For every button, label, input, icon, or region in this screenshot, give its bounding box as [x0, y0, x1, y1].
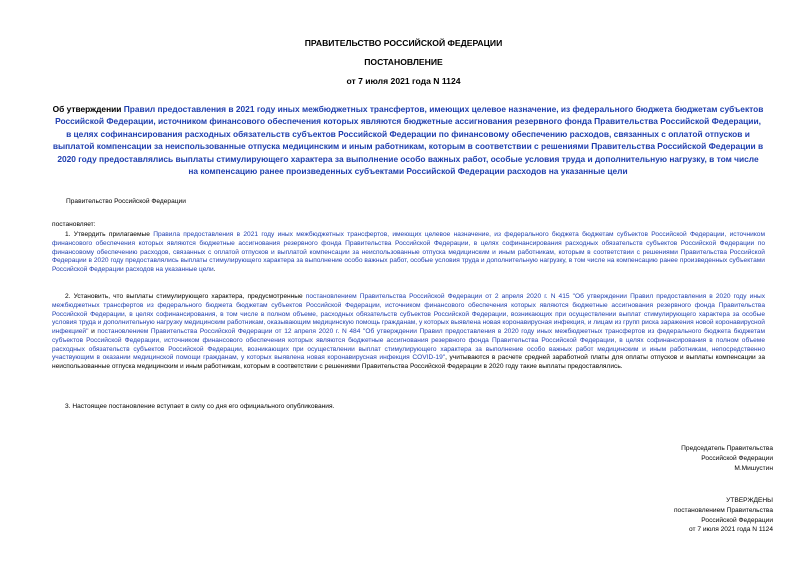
decree-word: постановляет: [52, 221, 96, 228]
paragraph-1 [52, 231, 765, 275]
approved-line-4: от 7 июля 2021 года N 1124 [688, 526, 773, 534]
government-heading: ПРАВИТЕЛЬСТВО РОССИЙСКОЙ ФЕДЕРАЦИИ [304, 38, 503, 48]
decree-415-link[interactable]: постановлением Правительства Российской Федерации от 2 апреля 2020 г. N 415 "Об утверждении Правил предоставления в 2020 году иных межбюджетных трансфертов из федерального бюджета бюджетам субъектов Российской Федерации, источником финансового обеспечения которых являются бюджетные ассигнования резервного фонда Правительства Российской Федерации, в целях софинансирования, в том числе в полном объеме, расходных обязательств субъектов Российской Федерации, возникающих при осуществлении выплат стимулирующего характера за особые условия труда и дополнительную нагрузку медицинским работникам, оказывающим медицинскую помощь гражданам, у которых выявлена новая коронавирусная инфекция, и лицам из групп риска заражения новой коронавирусной инфекцией" [52, 293, 766, 335]
signature-line-1: Председатель Правительства [681, 445, 773, 452]
title-prefix: Об утверждении [52, 104, 124, 114]
paragraph-2-part-b: и [88, 328, 98, 335]
approved-line-1: УТВЕРЖДЕНЫ [726, 497, 773, 504]
paragraph-2 [52, 293, 765, 372]
paragraph-1-rules-link[interactable]: Правила предоставления в 2021 году иных межбюджетных трансфертов, имеющих целевое назначение, из федерального бюджета бюджетам субъектов Российской Федерации, источником финансового обеспечения которых являются бюджетные ассигнования резервного фонда Правительства Российской Федерации, в целях софинансирования расходных обязательств субъектов Российской Федерации по финансовому обеспечению расходов, связанных с оплатой отпусков и выплатой компенсации за неиспользованные отпуска медицинским и иным работникам, которым в соответствии с решениями Правительства Российской Федерации в 2020 году предоставлялись выплаты стимулирующего характера за выполнение особо важных работ, особые условия труда и дополнительную нагрузку, в том числе на компенсацию ранее произведенных субъектами Российской Федерации расходов на указанные цели [52, 231, 765, 273]
paragraph-3: 3. Настоящее постановление вступает в силу со дня его официального опубликования. [65, 403, 335, 410]
approved-block [674, 496, 773, 535]
title-rules-link[interactable]: Правил предоставления в 2021 году иных межбюджетных трансфертов, имеющих целевое назначение, из федерального бюджета бюджетам субъектов Российской Федерации, источником финансового обеспечения которых являются бюджетные ассигнования резервного фонда Правительства Российской Федерации, в целях софинансирования расходных обязательств субъектов Российской Федерации по финансовому обеспечению расходов, связанных с оплатой отпусков и выплатой компенсации за неиспользованные отпуска медицинским и иным работникам, которым в соответствии с решениями Правительства Российской Федерации в 2020 году предоставлялись выплаты стимулирующего характера за выполнение особо важных работ, особые условия труда и дополнительную нагрузку, в том числе на компенсацию ранее произведенных субъектами Российской Федерации расходов на указанные цели [52, 104, 764, 177]
signature-block [681, 444, 773, 473]
issuer-text: Правительство Российской Федерации [66, 198, 186, 205]
decree-484-link[interactable]: постановлением Правительства Российской Федерации от 12 апреля 2020 г. N 484 "Об утверждении Правил предоставления в 2020 году иных межбюджетных трансфертов из федерального бюджета бюджетам субъектов Российской Федерации, источником финансового обеспечения которых являются бюджетные ассигнования резервного фонда Правительства Российской Федерации, в целях софинансирования в полном объеме расходных обязательств субъектов Российской Федерации, возникающих при осуществлении выплат стимулирующего характера за выполнение особо важных работ медицинским и иным работникам, непосредственно участвующим в оказании медицинской помощи гражданам, у которых выявлена новая коронавирусная инфекция COVID-19" [52, 328, 765, 362]
approved-line-2: постановлением Правительства [673, 506, 773, 514]
paragraph-1-prefix: 1. Утвердить прилагаемые [65, 231, 154, 238]
signature-line-3: М.Мишустин [734, 464, 773, 472]
paragraph-1-suffix: . [213, 266, 216, 273]
document-type-heading: ПОСТАНОВЛЕНИЕ [364, 57, 443, 67]
document-date-number: от 7 июля 2021 года N 1124 [346, 76, 461, 86]
signature-line-2: Российской Федерации [701, 454, 773, 462]
paragraph-2-part-a: 2. Установить, что выплаты стимулирующего характера, предусмотренные [65, 293, 306, 300]
approved-line-3: Российской Федерации [701, 516, 773, 524]
paragraph-2-part-c: , учитываются в расчете средней заработной платы для оплаты отпусков и выплаты компенсации за неиспользованные отпуска медицинским и иным работникам, которым в соответствии с решениями Правительства Российской Федерации в 2020 году такие выплаты предоставлялись. [52, 354, 765, 370]
document-title [52, 103, 764, 177]
